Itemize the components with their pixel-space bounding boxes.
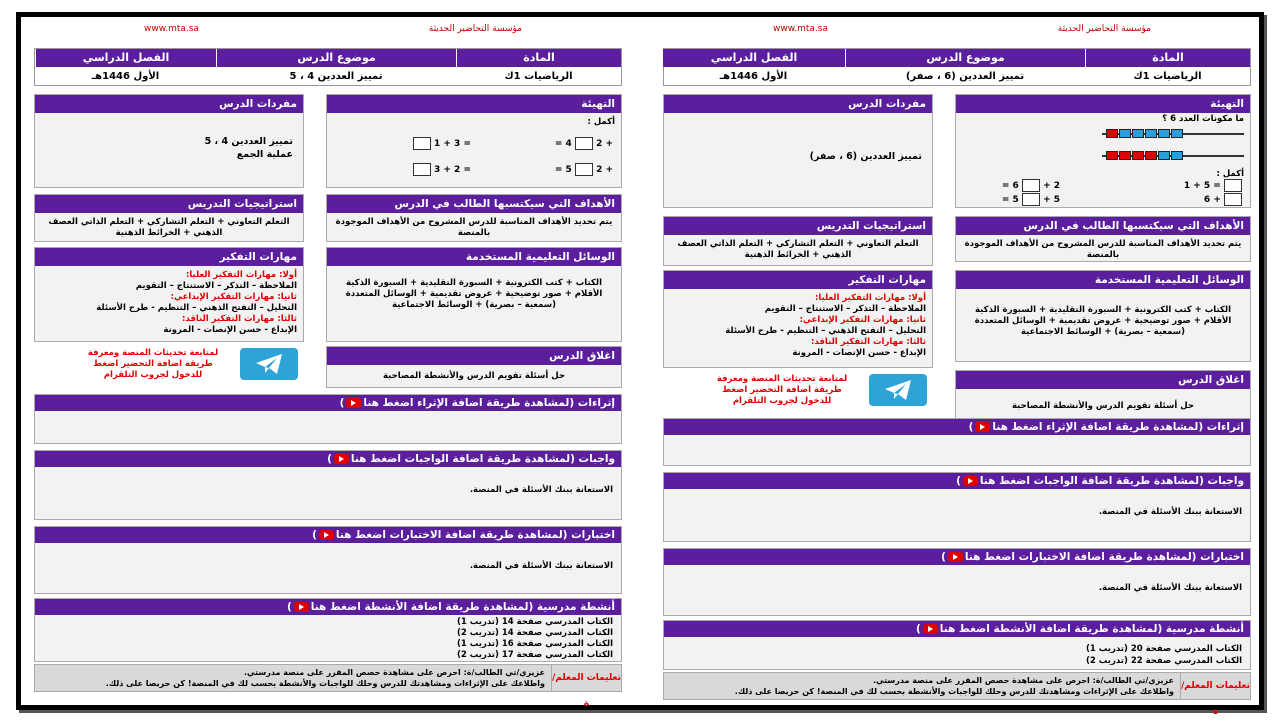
tests-section — [34, 526, 622, 594]
vocab-line1: تمييز العددين 4 ، 5 — [204, 136, 293, 147]
tools-text: الكتاب + كتب الكترونية + السبورة التقليدية + السبورة الذكية الأقلام + صور توضيحية + عروض تقديمية + الوسائل المتعددة (سمعية – بصرية) + الوسائط الاجتماعية — [345, 278, 603, 310]
youtube-icon[interactable] — [319, 530, 334, 540]
goals-title: الأهداف التي سيكتسبها الطالب في الدرس — [327, 195, 621, 213]
activity-item: الكتاب المدرسي صفحة 22 (تدريب 2) — [1086, 656, 1242, 666]
vocab-line2: عملية الجمع — [236, 149, 293, 160]
activities-section — [663, 620, 1251, 670]
goals-text: يتم تحديد الأهداف المناسبة للدرس المشروح من الأهداف الموجودة بالمنصة — [335, 217, 613, 238]
goals-text: يتم تحديد الأهداف المناسبة للدرس المشروح من الأهداف الموجودة بالمنصة — [964, 239, 1242, 260]
homework-header[interactable]: واجبات (لمشاهدة طريقة اضافة الواجبات اضغط هنا) — [35, 451, 621, 467]
tools-text: الكتاب + كتب الكترونية + السبورة التقليدية + السبورة الذكية الأقلام + صور توضيحية + عروض تقديمية + الوسائل المتعددة (سمعية – بصرية) + الوسائط الاجتماعية — [974, 305, 1232, 337]
warmup-eq4: = 5 + 5 — [1001, 195, 1060, 205]
instructions-label: تعليمات المعلم/ة — [1180, 673, 1250, 699]
subject-label: المادة — [1085, 49, 1250, 67]
activities-header[interactable]: أنشطة مدرسية (لمشاهدة طريقة اضافة الأنشطة اضغط هنا) — [664, 621, 1250, 637]
telegram-icon — [884, 379, 912, 401]
telegram-button[interactable] — [869, 374, 927, 406]
topic-value: تمييز العددين 4 ، 5 — [289, 71, 383, 82]
strategies-title: استراتيجيات التدريس — [664, 217, 932, 235]
warmup-complete: أكمل : — [587, 117, 615, 127]
tests-text: الاستعانة ببنك الأسئلة في المنصة. — [469, 561, 613, 571]
warmup-eq1: = 4 2 + — [554, 139, 613, 149]
activity-item: الكتاب المدرسي صفحة 20 (تدريب 1) — [1086, 644, 1242, 654]
thinking-l1: الملاحظة – التذكر – الاستنتاج – التقويم — [764, 304, 926, 314]
thinking-l1: الملاحظة – التذكر – الاستنتاج – التقويم — [135, 281, 297, 291]
activity-item: الكتاب المدرسي صفحة 17 (تدريب 2) — [457, 650, 613, 660]
telegram-button[interactable] — [240, 348, 298, 380]
instructions-line1: عزيزي/تي الطالب/ة: احرص على مشاهدة حصص المقرر على منصة مدرستي. — [873, 676, 1174, 685]
telegram-icon — [255, 353, 283, 375]
enrichment-section — [663, 418, 1251, 466]
activities-section — [34, 598, 622, 662]
warmup-eq3: = 5 2 + — [554, 165, 613, 175]
tests-text: الاستعانة ببنك الأسئلة في المنصة. — [1098, 583, 1242, 593]
activity-item: الكتاب المدرسي صفحة 14 (تدريب 1) — [457, 617, 613, 627]
enrichment-header[interactable]: إثراءات (لمشاهدة طريقة اضافة الإثراء اضغط هنا) — [35, 395, 621, 411]
closing-text: حل أسئلة تقويم الدرس والأنشطة المصاحبة — [1012, 401, 1194, 411]
youtube-icon[interactable] — [346, 398, 361, 408]
warmup-box — [955, 94, 1251, 208]
term-cell — [35, 49, 216, 87]
warmup-title: التهيئة — [956, 95, 1250, 113]
term-cell — [662, 49, 845, 87]
instructions-line2: واطلاعك على الإثراءات ومشاهدتك للدرس وحلك للواجبات والأنشطة بحسب لك في المنصة! كن حريصا على ذلك. — [734, 687, 1174, 696]
youtube-icon[interactable] — [948, 552, 963, 562]
thinking-box — [663, 270, 933, 368]
closing-text: حل أسئلة تقويم الدرس والأنشطة المصاحبة — [383, 371, 565, 381]
term-value: الأول 1446هـ — [719, 71, 788, 82]
telegram-text[interactable]: لمتابعة تحديثات المنصة ومعرفة طريقة اضافة التحضير اضغط للدخول لجروب التلقرام — [716, 374, 848, 406]
tools-title: الوسائل التعليمية المستخدمة — [327, 248, 621, 266]
thinking-h2: ثانيا: مهارات التفكير الإبداعي: — [799, 315, 926, 325]
homework-header[interactable]: واجبات (لمشاهدة طريقة اضافة الواجبات اضغط هنا) — [664, 473, 1250, 489]
youtube-icon[interactable] — [963, 476, 978, 486]
goals-title: الأهداف التي سيكتسبها الطالب في الدرس — [956, 217, 1250, 235]
teacher-instructions — [34, 664, 622, 709]
instructions-line2: واطلاعك على الإثراءات ومشاهدتك للدرس وحلك للواجبات والأنشطة بحسب لك في المنصة! كن حريصا على ذلك. — [105, 679, 545, 688]
strategies-title: استراتيجيات التدريس — [35, 195, 303, 213]
strategies-text: التعلم التعاوني + التعلم التشاركي + التعلم الذاتي العصف الذهني + الخرائط الذهنية — [48, 217, 290, 238]
subject-label: المادة — [456, 49, 621, 67]
top-line — [34, 22, 622, 36]
vocab-box — [663, 94, 933, 208]
instructions-label: تعليمات المعلم/ة — [551, 665, 621, 691]
thinking-l3: الإبداع - حسن الإنصات - المرونة — [163, 325, 297, 335]
thinking-h2: ثانيا: مهارات التفكير الإبداعي: — [170, 292, 297, 302]
tools-box — [326, 247, 622, 342]
vocab-box — [34, 94, 304, 188]
topic-label: موضوع الدرس — [216, 49, 456, 67]
warmup-eq2: 1 + 3 = — [413, 137, 471, 150]
homework-section — [663, 472, 1251, 542]
vocab-title: مفردات الدرس — [35, 95, 303, 113]
goals-box — [955, 216, 1251, 262]
thinking-title: مهارات التفكير — [664, 271, 932, 289]
warmup-eq2: 6 + — [1204, 193, 1242, 206]
top-line — [663, 22, 1251, 36]
lesson-plan-left — [34, 22, 622, 709]
topic-value: تمييز العددين (6 ، صفر) — [905, 71, 1025, 82]
site-link[interactable]: www.mta.sa — [773, 24, 828, 34]
warmup-eq4: 3 + 2 = — [413, 163, 471, 176]
warmup-eq3: = 6 + 2 — [1001, 181, 1060, 191]
tests-header[interactable]: اختبارات (لمشاهدة طريقة اضافة الاختبارات اضغط هنا) — [664, 549, 1250, 565]
warmup-title: التهيئة — [327, 95, 621, 113]
warmup-eq1: 1 + 5 = — [1184, 179, 1242, 192]
warmup-complete: أكمل : — [1216, 169, 1244, 179]
vocab-line1: تمييز العددين (6 ، صفر) — [809, 151, 922, 162]
closing-box — [326, 346, 622, 388]
subject-value: الرياضيات 1ك — [504, 71, 573, 82]
thinking-box — [34, 247, 304, 342]
thinking-l2: التحليل – التفتح الذهني – التنظيم - طرح الأسئلة — [96, 303, 297, 313]
homework-text: الاستعانة ببنك الأسئلة في المنصة. — [1098, 507, 1242, 517]
homework-section — [34, 450, 622, 520]
thinking-l3: الإبداع - حسن الإنصات - المرونة — [792, 348, 926, 358]
activities-header[interactable]: أنشطة مدرسية (لمشاهدة طريقة اضافة الأنشطة اضغط هنا) — [35, 599, 621, 615]
lesson-header — [663, 48, 1251, 86]
term-label: الفصل الدراسي — [35, 49, 216, 67]
enrichment-header[interactable]: إثراءات (لمشاهدة طريقة اضافة الإثراء اضغط هنا) — [664, 419, 1250, 435]
thinking-title: مهارات التفكير — [35, 248, 303, 266]
thinking-h3: ثالثا: مهارات التفكير الناقد: — [811, 337, 926, 347]
enrichment-section — [34, 394, 622, 444]
counter-strip-1 — [1106, 129, 1184, 138]
warmup-box — [326, 94, 622, 188]
subject-cell — [456, 49, 621, 87]
topic-label: موضوع الدرس — [845, 49, 1085, 67]
instructions-line1: عزيزي/تي الطالب/ة: احرص على مشاهدة حصص المقرر على منصة مدرستي. — [244, 668, 545, 677]
thinking-h1: أولا: مهارات التفكير العليا: — [185, 270, 297, 280]
subject-cell — [1085, 49, 1250, 87]
closing-title: اغلاق الدرس — [327, 347, 621, 365]
institution-name: مؤسسة التحاضير الحديثة — [428, 24, 522, 34]
youtube-icon[interactable] — [923, 624, 938, 634]
thinking-h3: ثالثا: مهارات التفكير الناقد: — [182, 314, 297, 324]
tests-section — [663, 548, 1251, 616]
institution-name: مؤسسة التحاضير الحديثة — [1057, 24, 1151, 34]
tools-box — [955, 270, 1251, 362]
subject-value: الرياضيات 1ك — [1133, 71, 1202, 82]
youtube-icon[interactable] — [334, 454, 349, 464]
lesson-header — [34, 48, 622, 86]
thinking-h1: أولا: مهارات التفكير العليا: — [814, 293, 926, 303]
lesson-plan-right — [663, 22, 1251, 717]
strategies-text: التعلم التعاوني + التعلم التشاركي + التعلم الذاتي العصف الذهني + الخرائط الذهنية — [677, 239, 919, 260]
youtube-icon[interactable] — [294, 602, 309, 612]
counter-strip-2 — [1106, 151, 1184, 160]
telegram-text[interactable]: لمتابعة تحديثات المنصة ومعرفة طريقة اضافة التحضير اضغط للدخول لجروب التلقرام — [87, 348, 219, 380]
vocab-title: مفردات الدرس — [664, 95, 932, 113]
thinking-l2: التحليل – التفتح الذهني – التنظيم - طرح الأسئلة — [725, 326, 926, 336]
tools-title: الوسائل التعليمية المستخدمة — [956, 271, 1250, 289]
activity-item: الكتاب المدرسي صفحة 14 (تدريب 2) — [457, 628, 613, 638]
goals-box — [326, 194, 622, 242]
homework-text: الاستعانة ببنك الأسئلة في المنصة. — [469, 485, 613, 495]
youtube-icon[interactable] — [975, 422, 990, 432]
closing-title: اغلاق الدرس — [956, 371, 1250, 389]
teacher-instructions — [663, 672, 1251, 717]
term-value: الأول 1446هـ — [91, 71, 160, 82]
activity-item: الكتاب المدرسي صفحة 16 (تدريب 1) — [457, 639, 613, 649]
site-link[interactable]: www.mta.sa — [144, 24, 199, 34]
tests-header[interactable]: اختبارات (لمشاهدة طريقة اضافة الاختبارات اضغط هنا) — [35, 527, 621, 543]
topic-cell — [216, 49, 456, 87]
warmup-question: ما مكونات العدد 6 ؟ — [1162, 114, 1244, 124]
strategies-box — [663, 216, 933, 266]
strategies-box — [34, 194, 304, 242]
topic-cell — [845, 49, 1085, 87]
term-label: الفصل الدراسي — [662, 49, 845, 67]
